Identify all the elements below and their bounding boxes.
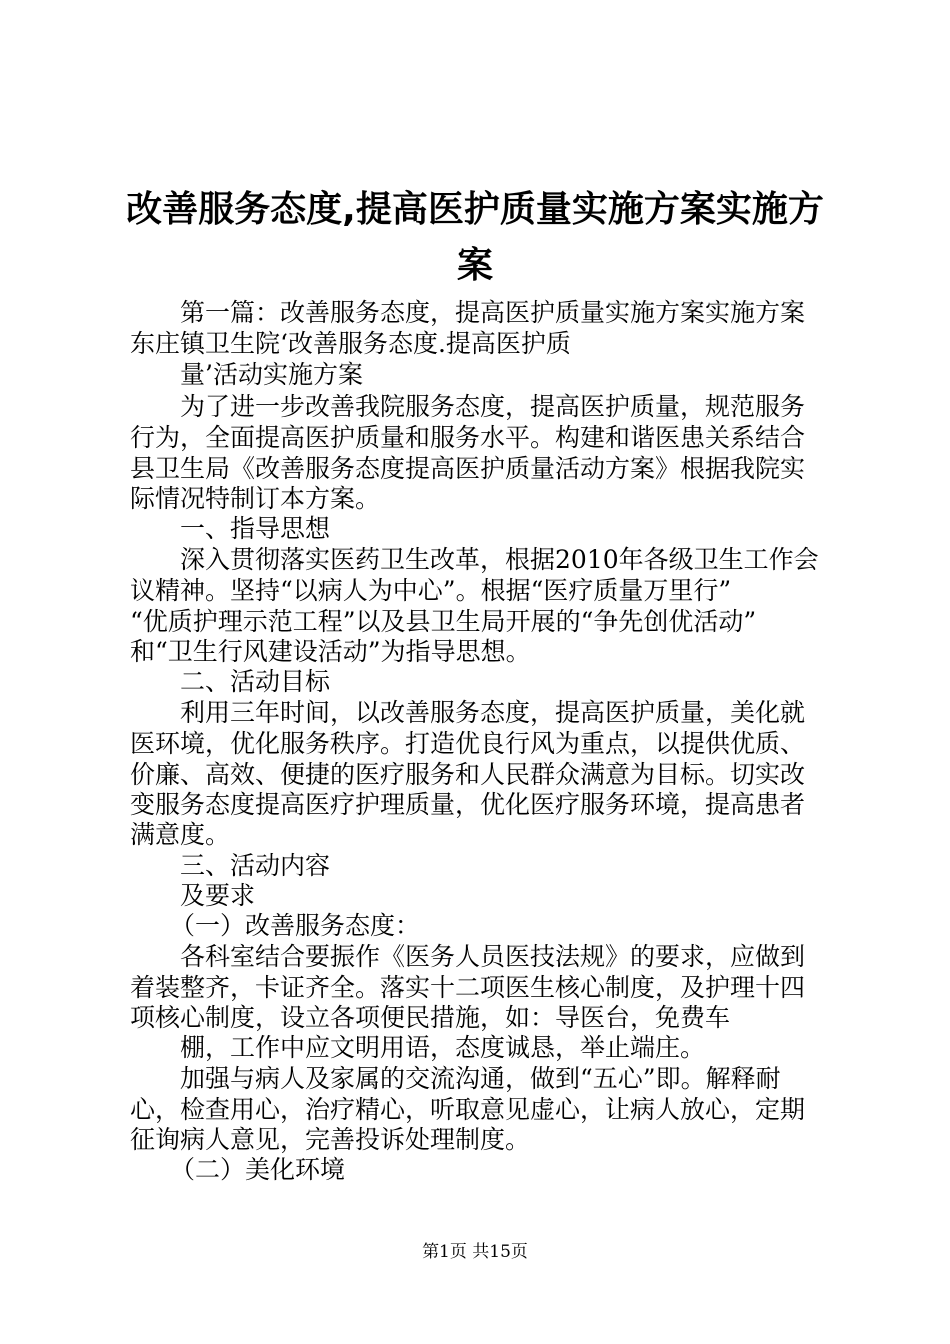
body-line: 第一篇：改善服务态度，提高医护质量实施方案实施方案 (180, 298, 806, 327)
body-line: 量’活动实施方案 (180, 360, 363, 389)
body-line: 棚，工作中应文明用语，态度诚恳，举止端庄。 (180, 1033, 706, 1062)
body-line: 各科室结合要振作《医务人员医技法规》的要求，应做到 (180, 942, 806, 971)
subsection-heading: （二）美化环境 (170, 1155, 346, 1184)
subsection-heading: （一）改善服务态度： (170, 911, 421, 940)
section-heading: 一、指导思想 (180, 514, 331, 543)
body-line: 变服务态度提高医疗护理质量，优化医疗服务环境，提高患者 (130, 790, 806, 819)
body-line: 议精神。坚持“以病人为中心”。根据“医疗质量万里行” (130, 576, 732, 605)
body-line: 着装整齐，卡证齐全。落实十二项医生核心制度，及护理十四 (130, 973, 806, 1002)
body-line: 行为，全面提高医护质量和服务水平。构建和谐医患关系结合 (130, 423, 806, 452)
section-heading: 二、活动目标 (180, 667, 331, 696)
body-line: 征询病人意见，完善投诉处理制度。 (130, 1125, 531, 1154)
body-line: 医环境，优化服务秩序。打造优良行风为重点，以提供优质、 (130, 729, 806, 758)
document-title-line-2: 案 (456, 245, 493, 286)
body-line: 深入贯彻落实医药卫生改革，根据2010年各级卫生工作会 (180, 545, 819, 574)
section-heading: 三、活动内容 (180, 851, 331, 880)
body-line: 加强与病人及家属的交流沟通，做到“五心”即。解释耐 (180, 1064, 781, 1093)
page-number-footer: 第1页 共15页 (422, 1242, 528, 1262)
body-line: “优质护理示范工程”以及县卫生局开展的“争先创优活动” (130, 607, 757, 636)
body-line: 项核心制度，设立各项便民措施，如：导医台，免费车 (130, 1003, 731, 1032)
body-line: 为了进一步改善我院服务态度，提高医护质量，规范服务 (180, 392, 806, 421)
document-title-line-1: 改善服务态度,提高医护质量实施方案实施方 (126, 189, 824, 230)
body-line: 际情况特制订本方案。 (130, 484, 381, 513)
body-line: 价廉、高效、便捷的医疗服务和人民群众满意为目标。切实改 (130, 760, 806, 789)
body-line: 县卫生局《改善服务态度提高医护质量活动方案》根据我院实 (130, 454, 806, 483)
body-line: 心，检查用心，治疗精心，听取意见虚心，让病人放心，定期 (130, 1095, 806, 1124)
body-line: 及要求 (180, 881, 256, 910)
body-line: 东庄镇卫生院‘改善服务态度.提高医护质 (130, 329, 571, 358)
body-line: 和“卫生行风建设活动”为指导思想。 (130, 637, 531, 666)
body-line: 满意度。 (130, 820, 231, 849)
body-line: 利用三年时间，以改善服务态度，提高医护质量，美化就 (180, 698, 806, 727)
